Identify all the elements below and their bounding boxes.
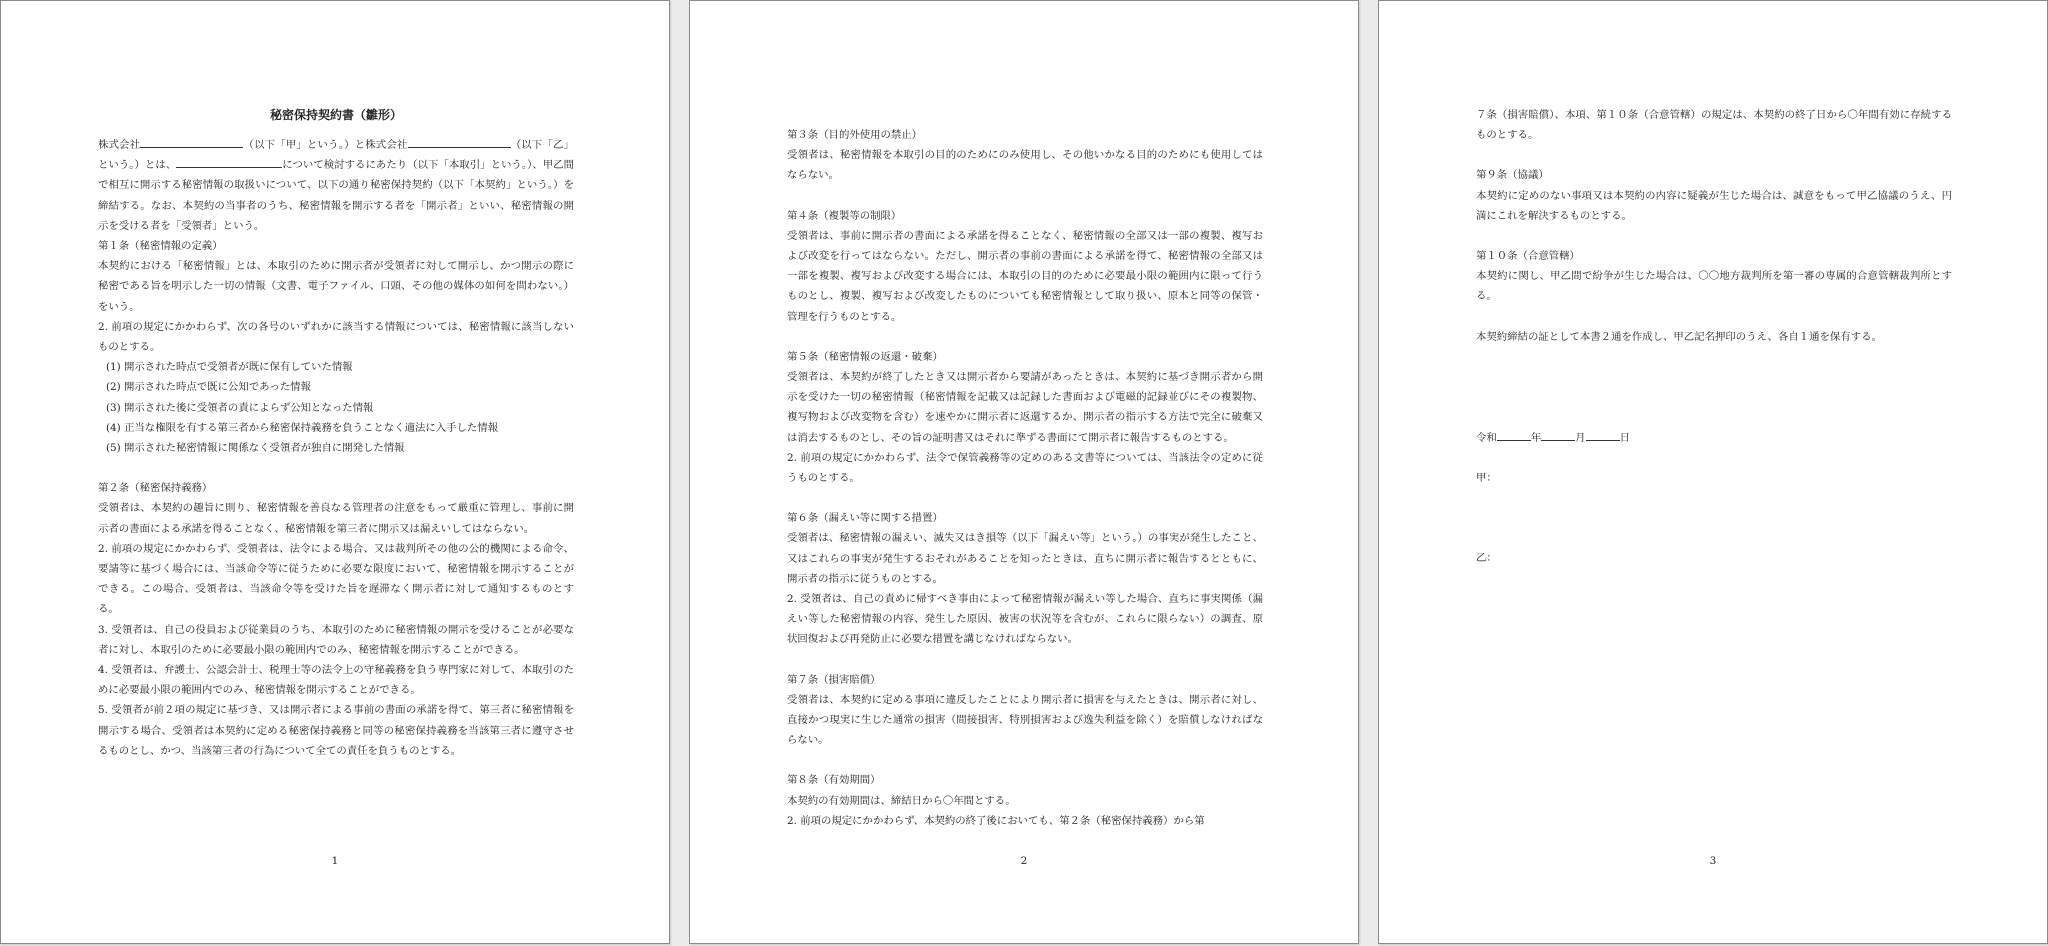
date-day-label: 日	[1619, 431, 1630, 444]
article-paragraph: 3. 受領者は、自己の役員および従業員のうち、本取引のために秘密情報の開示を受けることが必要な者に対し、本取引のために必要最小限の範囲内でのみ、秘密情報を開示することができる。	[98, 623, 574, 656]
article-6	[787, 508, 1263, 649]
list-item: (2) 開示された時点で既に公知であった情報	[106, 381, 311, 394]
document-page-3	[1378, 0, 2048, 944]
closing-text: 本契約締結の証として本書２通を作成し、甲乙記名押印のうえ、各自１通を保有する。	[1476, 330, 1882, 343]
article-paragraph: 受領者は、本契約が終了したとき又は開示者から要請があったときは、本契約に基づき開示者から開示を受けた一切の秘密情報（秘密情報を記載又は記録した書面および電磁的記録並びにその複製物、複写物および改変物を含む）を速やかに開示者に返還するか、開示者の指示する方法で完全に破棄又は消去するものとし、その旨の証明書又はそれに準ずる書面にて開示者に報告するものとする。	[787, 371, 1263, 444]
article-5	[787, 347, 1263, 488]
intro-text: （以下「乙」という。）とは、	[98, 139, 574, 172]
article-paragraph: 2. 前項の規定にかかわらず、受領者は、法令による場合、又は裁判所その他の公的機関による命令、要請等に基づく場合には、当該命令等に従うために必要な限度において、秘密情報を開示することができる。この場合、受領者は、当該命令等を受けた旨を遅滞なく開示者に対して通知するものとする。	[98, 542, 574, 616]
article-paragraph: ７条（損害賠償）、本項、第１０条（合意管轄）の規定は、本契約の終了日から〇年間有効に存続するものとする。	[1476, 109, 1952, 142]
article-paragraph: 5. 受領者が前２項の規定に基づき、又は開示者による事前の書面の承諾を得て、第三者に秘密情報を開示する場合、受領者は本契約に定める秘密保持義務と同等の秘密保持義務を当該第三者に遵守させるものとし、かつ、当該第三者の行為について全ての責任を負うものとする。	[98, 704, 574, 757]
signature-block	[1476, 428, 1952, 569]
closing-statement	[1476, 327, 1952, 347]
article-title: 第７条（損害賠償）	[787, 673, 881, 686]
article-paragraph: 2. 前項の規定にかかわらず、次の各号のいずれかに該当する情報については、秘密情報に該当しないものとする。	[98, 320, 575, 354]
article-paragraph: 本契約における「秘密情報」とは、本取引のために開示者が受領者に対して開示し、かつ開示の際に秘密である旨を明示した一切の情報（文書、電子ファイル、口頭、その他の媒体の如何を問わない。）をいう。	[98, 260, 574, 313]
article-paragraph: 本契約の有効期間は、締結日から〇年間とする。	[787, 794, 1016, 807]
blank-party-a-company	[140, 135, 243, 148]
article-paragraph: 受領者は、事前に開示者の書面による承諾を得ることなく、秘密情報の全部又は一部の複製、複写および改変を行ってはならない。ただし、開示者の事前の書面による承諾を得て、秘密情報の全部又は一部を複製、複写および改変する場合には、本取引の目的のために必要最小限の範囲内に限って行うものとし、複製、複写および改変したものについても秘密情報として取り扱い、原本と同等の保管・管理を行うものとする。	[787, 229, 1263, 323]
article-title: 第９条（協議）	[1476, 169, 1549, 182]
article-2	[98, 478, 574, 761]
intro-text: について検討するにあたり（以下「本取引」という。）、甲乙間で相互に開示する秘密情報の取扱いについて、以下の通り秘密保持契約（以下「本契約」という。）を締結する。なお、本契約の当事者のうち、秘密情報を開示する者を「開示者」といい、秘密情報の開示を受ける者を「受領者」という。	[98, 159, 574, 232]
article-1	[98, 236, 574, 458]
article-4	[787, 206, 1263, 327]
article-title: 第２条（秘密保持義務）	[98, 482, 213, 495]
intro-text: 株式会社	[98, 139, 141, 151]
intro-text: （以下「甲」という。）と株式会社	[243, 139, 408, 151]
blank-party-b-company	[408, 135, 511, 148]
article-paragraph: 2. 前項の規定にかかわらず、本契約の終了後においても、第２条（秘密保持義務）から第	[787, 814, 1205, 827]
article-7	[787, 670, 1263, 751]
article-9	[1476, 165, 1952, 226]
article-title: 第６条（漏えい等に関する措置）	[787, 512, 943, 525]
list-item: (5) 開示された秘密情報に関係なく受領者が独自に開発した情報	[106, 442, 405, 455]
page-number: 3	[1709, 855, 1717, 867]
article-paragraph: 受領者は、秘密情報を本取引の目的のためにのみ使用し、その他いかなる目的のためにも使用してはならない。	[787, 149, 1263, 182]
article-paragraph: 4. 受領者は、弁護士、公認会計士、税理士等の法令上の守秘義務を負う専門家に対して、本取引のために必要最小限の範囲内でのみ、秘密情報を開示することができる。	[98, 664, 574, 697]
list-item: (3) 開示された後に受領者の責によらず公知となった情報	[106, 401, 374, 414]
article-8-continued	[1476, 105, 1952, 145]
date-year-label: 年	[1530, 431, 1542, 444]
article-title: 第３条（目的外使用の禁止）	[787, 129, 923, 141]
page-number: 2	[1020, 855, 1028, 867]
list-item: (4) 正当な権限を有する第三者から秘密保持義務を負うことなく適法に入手した情報	[106, 421, 499, 434]
article-title: 第４条（複製等の制限）	[787, 209, 902, 222]
blank-year	[1497, 428, 1531, 441]
intro-paragraph	[98, 135, 574, 236]
article-8	[787, 770, 1263, 831]
blank-month	[1541, 428, 1575, 441]
page-number: 1	[331, 855, 339, 867]
document-page-2	[689, 0, 1359, 944]
page-3-content	[1476, 105, 1952, 588]
blank-day	[1586, 428, 1620, 441]
article-paragraph: 受領者は、本契約の趣旨に則り、秘密情報を善良なる管理者の注意をもって厳重に管理し、事前に開示者の書面による承諾を得ることなく、秘密情報を第三者に開示又は漏えいしてはならない。	[98, 502, 574, 535]
date-era: 令和	[1476, 431, 1497, 444]
party-a-signature: 甲：	[1476, 472, 1497, 485]
article-3	[787, 125, 1263, 186]
party-b-signature: 乙：	[1476, 552, 1497, 565]
article-paragraph: 受領者は、秘密情報の漏えい、滅失又はき損等（以下「漏えい等」という。）の事実が発生したこと、又はこれらの事実が発生するおそれがあることを知ったときは、直ちに開示者に報告するとともに、開示者の指示に従うものとする。	[787, 532, 1263, 585]
date-line	[1476, 428, 1952, 448]
page-2-content	[787, 125, 1263, 851]
article-title: 第１０条（合意管轄）	[1476, 250, 1580, 263]
document-title: 秘密保持契約書（雛形）	[269, 108, 402, 122]
article-paragraph: 本契約に定めのない事項又は本契約の内容に疑義が生じた場合は、誠意をもって甲乙協議のうえ、円満にこれを解決するものとする。	[1476, 189, 1952, 222]
document-page-1	[0, 0, 670, 944]
article-paragraph: 2. 受領者は、自己の責めに帰すべき事由によって秘密情報が漏えい等した場合、直ちに事実関係（漏えい等した秘密情報の内容、発生した原因、被害の状況等を含むが、これらに限らない）の調査、原状回復および再発防止に必要な措置を講じなければならない。	[787, 593, 1263, 646]
page-1-content	[98, 105, 574, 781]
blank-purpose	[176, 155, 282, 168]
article-paragraph: 本契約に関し、甲乙間で紛争が生じた場合は、〇〇地方裁判所を第一審の専属的合意管轄裁判所とする。	[1476, 270, 1952, 303]
article-title: 第５条（秘密情報の返還・破棄）	[787, 350, 943, 363]
article-title: 第１条（秘密情報の定義）	[98, 240, 223, 253]
article-10	[1476, 246, 1952, 307]
article-title: 第８条（有効期間）	[787, 774, 881, 787]
list-item: (1) 開示された時点で受領者が既に保有していた情報	[106, 361, 353, 374]
article-paragraph: 受領者は、本契約に定める事項に違反したことにより開示者に損害を与えたときは、開示者に対し、直接かつ現実に生じた通常の損害（間接損害、特別損害および逸失利益を除く）を賠償しなければならない。	[787, 693, 1263, 747]
date-month-label: 月	[1575, 431, 1586, 444]
article-paragraph: 2. 前項の規定にかかわらず、法令で保管義務等の定めのある文書等については、当該法令の定めに従うものとする。	[787, 451, 1263, 485]
